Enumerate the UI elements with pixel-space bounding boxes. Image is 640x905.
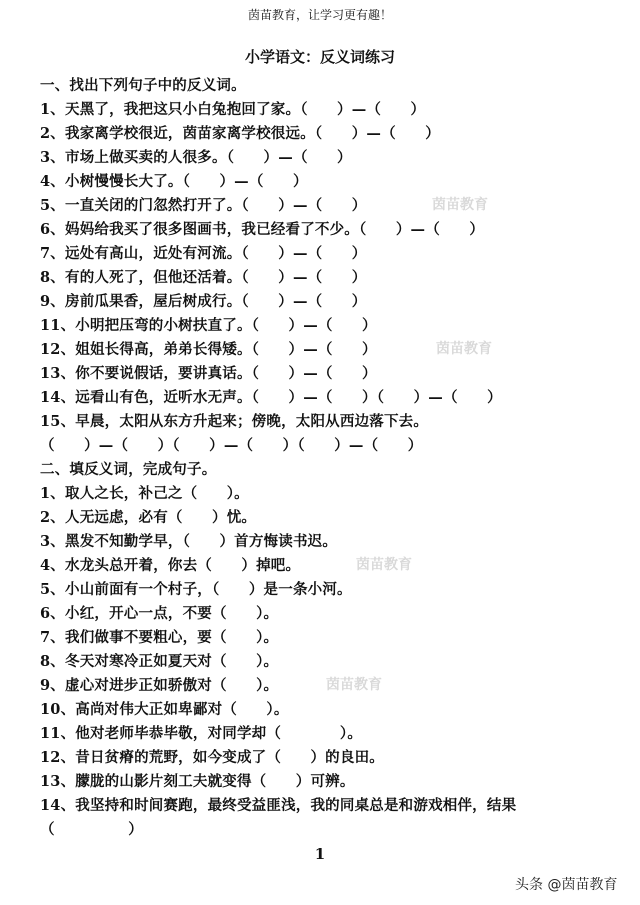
exercise-line: 1、天黑了，我把这只小白兔抱回了家。（ ）—（ ） xyxy=(40,101,426,118)
exercise-line: 12、昔日贫瘠的荒野，如今变成了（ ）的良田。 xyxy=(40,749,384,766)
exercise-line: 6、妈妈给我买了很多图画书，我已经看了不少。（ ）—（ ） xyxy=(40,221,485,238)
exercise-line: 1、取人之长，补己之（ ）。 xyxy=(40,485,249,502)
exercise-line: 14、远看山有色，近听水无声。（ ）—（ ）（ ）—（ ） xyxy=(40,389,502,406)
watermark: 茵苗教育 xyxy=(432,197,488,213)
exercise-line: 4、小树慢慢长大了。（ ）—（ ） xyxy=(40,173,308,190)
exercise-line: 11、小明把压弯的小树扶直了。（ ）—（ ） xyxy=(40,317,377,334)
exercise-line: 3、市场上做买卖的人很多。（ ）—（ ） xyxy=(40,149,352,166)
exercise-line: 7、远处有高山，近处有河流。（ ）—（ ） xyxy=(40,245,367,262)
exercise-line: 5、小山前面有一个村子，（ ）是一条小河。 xyxy=(40,581,352,598)
exercise-line: 7、我们做事不要粗心，要（ ）。 xyxy=(40,629,279,646)
page-header: 茵苗教育，让学习更有趣！ xyxy=(247,8,392,22)
exercise-line: 5、一直关闭的门忽然打开了。（ ）—（ ） xyxy=(40,197,367,214)
exercise-line: 13、朦胧的山影片刻工夫就变得（ ）可辨。 xyxy=(40,773,355,790)
exercise-line: 2、我家离学校很近，茵苗家离学校很远。（ ）—（ ） xyxy=(40,125,440,142)
exercise-line: 3、黑发不知勤学早，（ ）首方悔读书迟。 xyxy=(40,533,338,550)
exercise-line: （ ）—（ ）（ ）—（ ）（ ）—（ ） xyxy=(40,437,423,454)
exercise-line: 14、我坚持和时间赛跑，最终受益匪浅，我的同桌总是和游戏相伴，结果 xyxy=(40,797,517,814)
exercise-line: 11、他对老师毕恭毕敬，对同学却（ ）。 xyxy=(40,725,363,742)
exercise-line: 10、高尚对伟大正如卑鄙对（ ）。 xyxy=(40,701,289,718)
page-title: 小学语文：反义词练习 xyxy=(244,48,395,66)
section-heading-2: 二、填反义词，完成句子。 xyxy=(40,461,217,478)
exercise-line: 9、房前瓜果香，屋后树成行。（ ）—（ ） xyxy=(40,293,367,310)
footer-attribution: 头条 @茵苗教育 xyxy=(515,877,618,893)
exercise-line: 8、有的人死了，但他还活着。（ ）—（ ） xyxy=(40,269,367,286)
page-number: 1 xyxy=(314,845,326,863)
exercise-line: 8、冬天对寒冷正如夏天对（ ）。 xyxy=(40,653,279,670)
watermark: 茵苗教育 xyxy=(356,557,412,573)
exercise-line: 4、水龙头总开着，你去（ ）掉吧。 xyxy=(40,557,301,574)
watermark: 茵苗教育 xyxy=(326,677,382,693)
exercise-line: 12、姐姐长得高，弟弟长得矮。（ ）—（ ） xyxy=(40,341,377,358)
exercise-line: 9、虚心对进步正如骄傲对（ ）。 xyxy=(40,677,279,694)
section-heading-1: 一、找出下列句子中的反义词。 xyxy=(40,77,246,94)
exercise-line: 13、你不要说假话，要讲真话。（ ）—（ ） xyxy=(40,365,377,382)
exercise-line: （ ） xyxy=(40,821,143,838)
exercise-line: 2、人无远虑，必有（ ）忧。 xyxy=(40,509,257,526)
watermark: 茵苗教育 xyxy=(436,341,492,357)
exercise-line: 6、小红，开心一点，不要（ ）。 xyxy=(40,605,279,622)
exercise-line: 15、早晨，太阳从东方升起来；傍晚，太阳从西边落下去。 xyxy=(40,413,429,430)
